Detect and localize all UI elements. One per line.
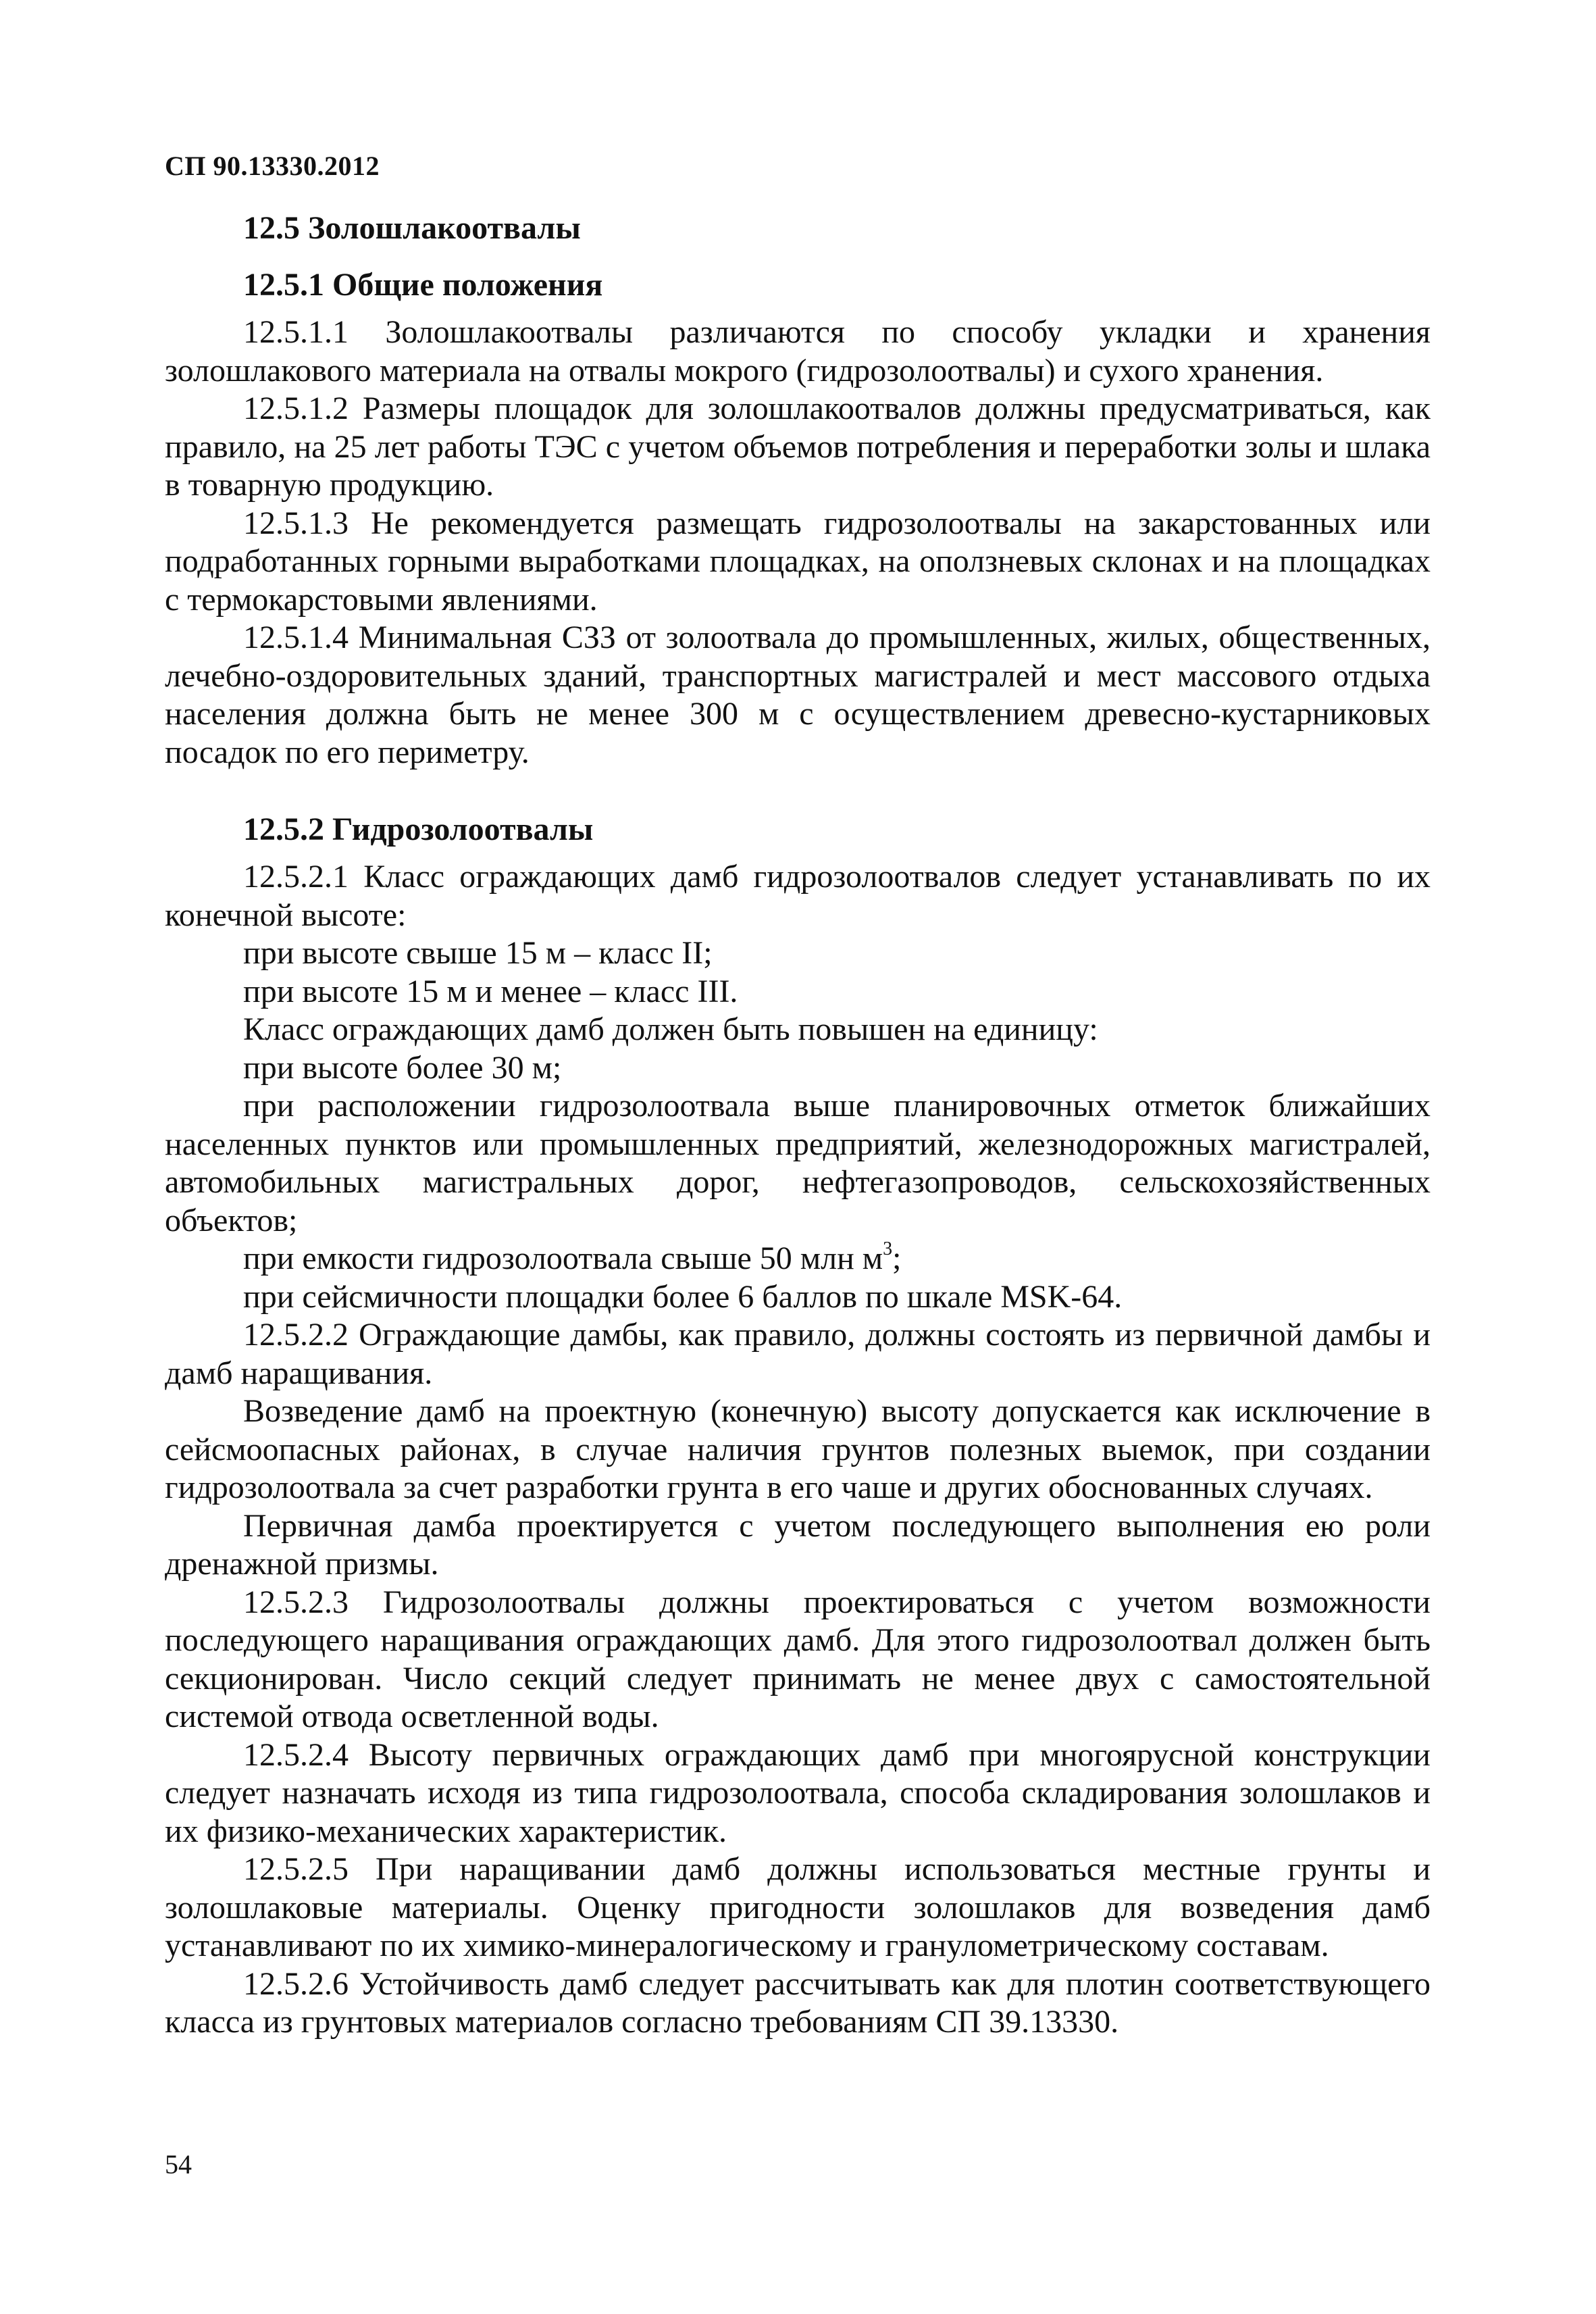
clause-12-5-1-1: 12.5.1.1 Золошлакоотвалы различаются по способу укладки и хранения золошлакового материала на отвалы мокрого (гидрозолоотвалы) и сухого хранения. bbox=[165, 314, 1431, 388]
section-spacer bbox=[165, 772, 1431, 801]
document-code-header: СП 90.13330.2012 bbox=[165, 151, 380, 181]
clause-12-5-1-4: 12.5.1.4 Минимальная СЗЗ от золоотвала до промышленных, жилых, общественных, лечебно-оздоровительных зданий, транспортных магистралей и мест массового отдыха населения должна быть не менее 300 м с осуществлением древесно-кустарниковых посадок по его периметру. bbox=[165, 620, 1431, 770]
clause-12-5-2-5: 12.5.2.5 При наращивании дамб должны использоваться местные грунты и золошлаковые материалы. Оценку пригодности золошлаков для возведения дамб устанавливают по их химико-минералогическому и гранулометрическому составам. bbox=[165, 1851, 1431, 1963]
list-item-text: при емкости гидрозолоотвала свыше 50 млн м bbox=[243, 1240, 883, 1276]
clause-12-5-2-1: 12.5.2.1 Класс ограждающих дамб гидрозолоотвалов следует устанавливать по их конечной высоте: bbox=[165, 859, 1431, 933]
list-item-end: ; bbox=[892, 1240, 902, 1276]
clause-12-5-2-2: 12.5.2.2 Ограждающие дамбы, как правило, должны состоять из первичной дамбы и дамб наращивания. bbox=[165, 1317, 1431, 1391]
list-item: при высоте более 30 м; bbox=[243, 1049, 562, 1086]
page-body bbox=[165, 200, 1431, 2042]
list-item: при высоте 15 м и менее – класс III. bbox=[243, 973, 738, 1009]
list-item bbox=[165, 1240, 1431, 1278]
list-item: при сейсмичности площадки более 6 баллов по шкале MSK-64. bbox=[243, 1278, 1123, 1315]
list-item: при высоте свыше 15 м – класс II; bbox=[243, 935, 713, 971]
page-number: 54 bbox=[165, 2149, 192, 2180]
superscript: 3 bbox=[883, 1238, 893, 1259]
subsection-heading: 12.5.2 Гидрозолоотвалы bbox=[243, 811, 594, 847]
section-heading: 12.5 Золошлакоотвалы bbox=[243, 210, 581, 246]
clause-12-5-2-4: 12.5.2.4 Высоту первичных ограждающих дамб при многоярусной конструкции следует назначать исходя из типа гидрозолоотвала, способа складирования золошлаков и их физико-механических характеристик. bbox=[165, 1736, 1431, 1849]
clause-12-5-1-2: 12.5.1.2 Размеры площадок для золошлакоотвалов должны предусматриваться, как правило, на 25 лет работы ТЭС с учетом объемов потребления и переработки золы и шлака в товарную продукцию. bbox=[165, 391, 1431, 503]
clause-12-5-2-3: 12.5.2.3 Гидрозолоотвалы должны проектироваться с учетом возможности последующего наращивания ограждающих дамб. Для этого гидрозолоотвал должен быть секционирован. Число секций следует принимать не менее двух с самостоятельной системой отвода осветленной воды. bbox=[165, 1584, 1431, 1734]
clause-12-5-2-6: 12.5.2.6 Устойчивость дамб следует рассчитывать как для плотин соответствующего класса из грунтовых материалов согласно требованиям СП 39.13330. bbox=[165, 1965, 1431, 2040]
subsection-heading: 12.5.1 Общие положения bbox=[243, 267, 603, 303]
paragraph: Возведение дамб на проектную (конечную) высоту допускается как исключение в сейсмоопасных районах, в случае наличия грунтов полезных выемок, при создании гидрозолоотвала за счет разработки грунта в его чаше и других обоснованных случаях. bbox=[165, 1393, 1431, 1505]
list-item: Класс ограждающих дамб должен быть повышен на единицу: bbox=[243, 1011, 1098, 1047]
clause-12-5-1-3: 12.5.1.3 Не рекомендуется размещать гидрозолоотвалы на закарстованных или подработанных горными выработками площадках, на оползневых склонах и на площадках с термокарстовыми явлениями. bbox=[165, 505, 1431, 618]
list-item-paragraph: при расположении гидрозолоотвала выше планировочных отметок ближайших населенных пунктов или промышленных предприятий, железнодорожных магистралей, автомобильных магистральных дорог, нефтегазопроводов, сельскохозяйственных объектов; bbox=[165, 1088, 1431, 1238]
paragraph: Первичная дамба проектируется с учетом последующего выполнения ею роли дренажной призмы. bbox=[165, 1507, 1431, 1582]
